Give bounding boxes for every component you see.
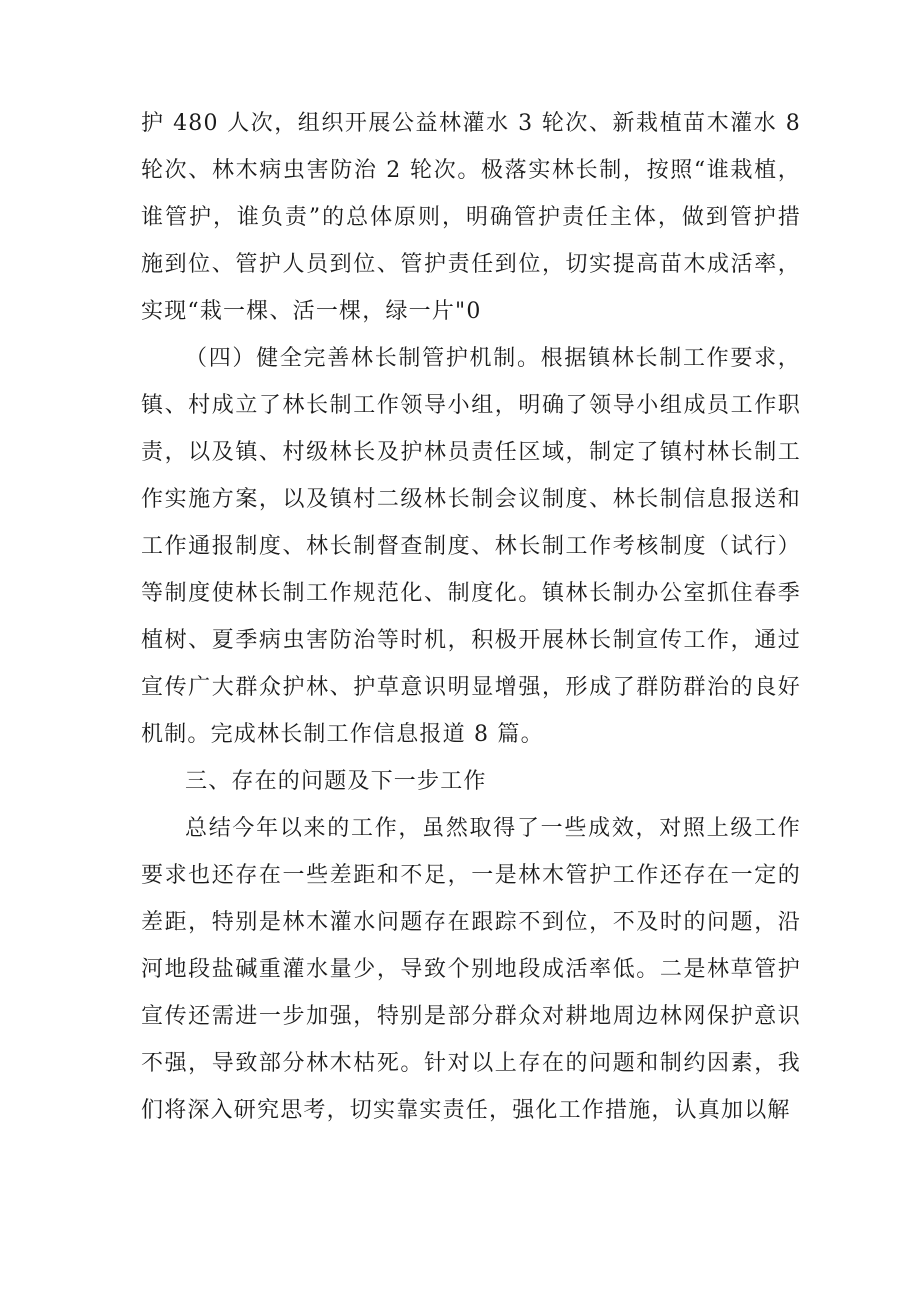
paragraph-forest-maintenance: 护 480 人次，组织开展公益林灌水 3 轮次、新栽植苗木灌水 8 轮次、林木病虫害防治 2 轮次。极落实林长制，按照“谁栽植，谁管护，谁负责”的总体原则，明确管护责任主体，做到管护措施到位、管护人员到位、管护责任到位，切实提高苗木成活率，实现“栽一棵、活一棵，绿一片"0 (141, 111, 801, 324)
section-heading-problems-next-steps: 三、存在的问题及下一步工作 (185, 769, 487, 794)
document-body (141, 100, 801, 1134)
paragraph-summary-problems: 总结今年以来的工作，虽然取得了一些成效，对照上级工作要求也还存在一些差距和不足，一是林木管护工作还存在一定的差距，特别是林木灌水问题存在跟踪不到位，不及时的问题，沿河地段盐碱重灌水量少，导致个别地段成活率低。二是林草管护宣传还需进一步加强，特别是部分群众对耕地周边林网保护意识不强，导致部分林木枯死。针对以上存在的问题和制约因素，我们将深入研究思考，切实靠实责任，强化工作措施，认真加以解 (141, 816, 801, 1123)
paragraph-forest-chief-mechanism: （四）健全完善林长制管护机制。根据镇林长制工作要求，镇、村成立了林长制工作领导小组，明确了领导小组成员工作职责，以及镇、村级林长及护林员责任区域，制定了镇村林长制工作实施方案，以及镇村二级林长制会议制度、林长制信息报送和工作通报制度、林长制督查制度、林长制工作考核制度（试行）等制度使林长制工作规范化、制度化。镇林长制办公室抓住春季植树、夏季病虫害防治等时机，积极开展林长制宣传工作，通过宣传广大群众护林、护草意识明显增强，形成了群防群治的良好机制。完成林长制工作信息报道 8 篇。 (141, 346, 801, 747)
